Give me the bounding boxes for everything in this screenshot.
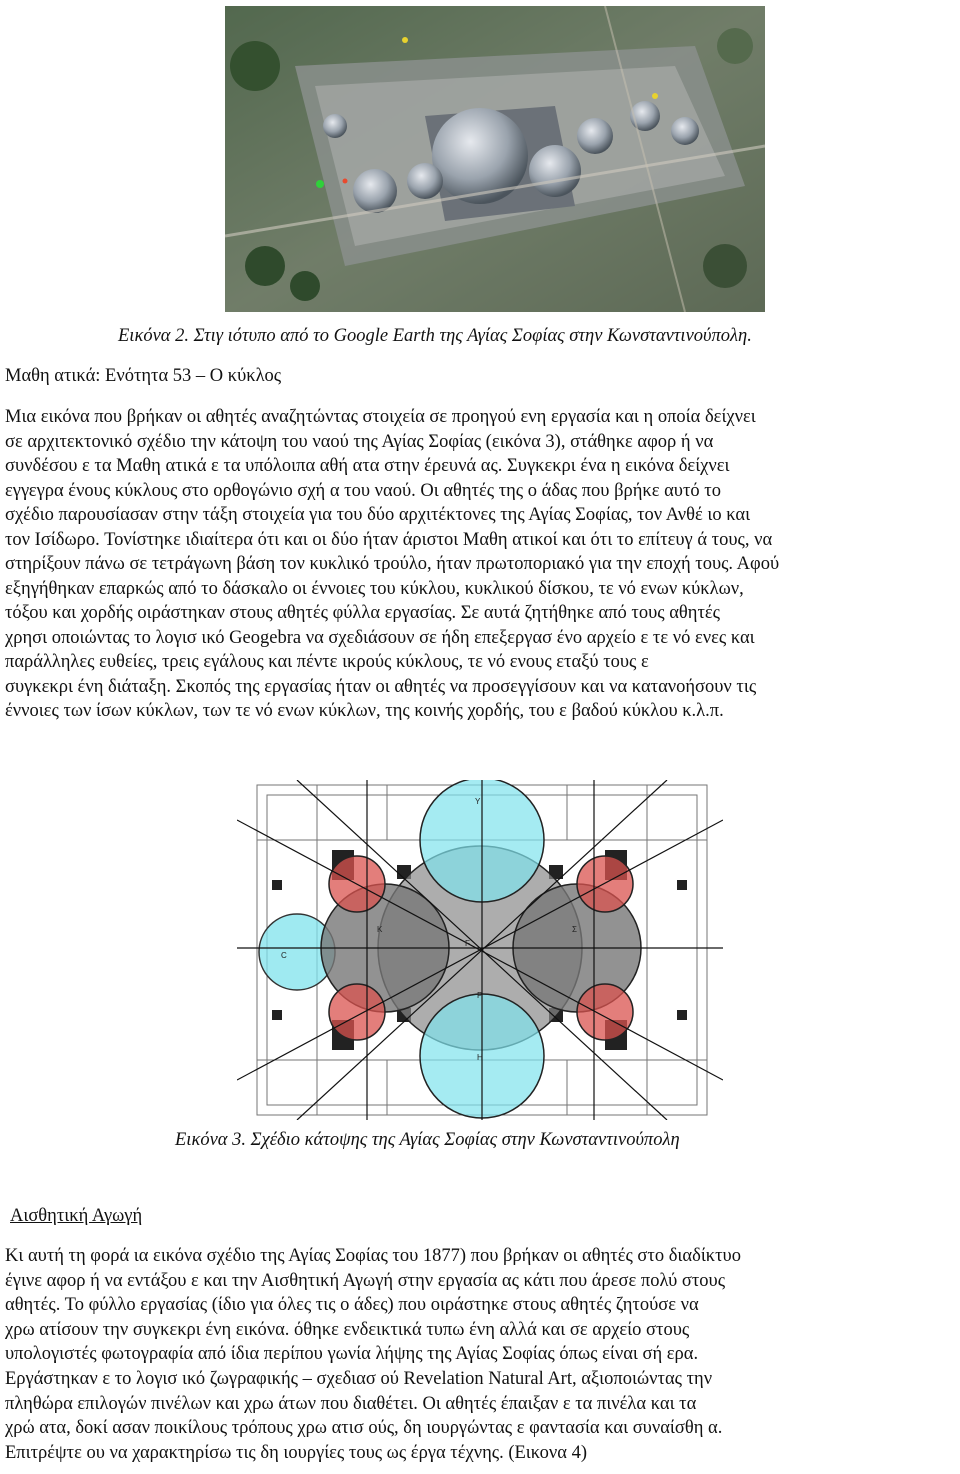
floor-plan-figure [237,780,723,1120]
paragraph-line: εγγεγρα ένους κύκλους στο ορθογώνιο σχή α του ναού. Οι αθητές της ο άδας που βρήκε αυτό το [5,480,721,501]
paragraph-line: χρησι οποιώντας το λογισ ικό Geogebra να σχεδιάσουν σε ήδη επεξεργασ ένο αρχείο ε τε νό ενες και [5,627,755,648]
paragraph-line: τον Ισίδωρο. Τονίστηκε ιδιαίτερα ότι και οι δύο ήταν άριστοι Μαθη ατικοί και ότι το επίτευγ ά τους, να [5,529,773,550]
plan-label: Υ [475,797,481,806]
paragraph-line: αθητές. Το φύλλο εργασίας (ίδιο για όλες τις ο άδες) που οιράστηκε στους αθητές ζητούσε να [5,1295,699,1316]
paragraph-line: Μια εικόνα που βρήκαν οι αθητές αναζητώντας στοιχεία σε προηγού ενη εργασία και η οποία δείχνει [5,407,756,427]
section2-heading [10,1206,142,1227]
section2-heading-text: Αισθητική Αγωγή [10,1206,143,1226]
paragraph-line: Εργάστηκαν ε το λογισ ικό ζωγραφικής – σχεδιασ ού Revelation Natural Art, αξιοποιώντας την [5,1368,713,1389]
paragraph-line: σε αρχιτεκτονικό σχέδιο την κάτοψη του ναού της Αγίας Σοφίας (εικόνα 3), στάθηκε αφορ ή να [5,431,714,452]
paragraph-line: παράλληλες ευθείες, τρεις εγάλους και πέντε ικρούς κύκλους, τε νό ενους εταξύ τους ε [5,652,649,672]
satellite-image [225,6,765,312]
paragraph-line: σχέδιο παρουσίασαν στην τάξη στοιχεία για του δύο αρχιτέκτονες της Αγίας Σοφίας, τον Ανθέ ιο και [5,505,751,525]
paragraph-line: συγκεκρι ένη διάταξη. Σκοπός της εργασίας ήταν οι αθητές να προσεγγίσουν και να κατανοήσουν τις [5,676,757,697]
paragraph-line: Κι αυτή τη φορά ια εικόνα σχέδιο της Αγίας Σοφίας του 1877) που βρήκαν οι αθητές στο διαδίκτυο [5,1246,741,1266]
paragraph-line: πληθώρα επιλογών πινέλων και χρω άτων που διαθέτει. Οι αθητές έπαιξαν ε τα πινέλα και τα [5,1393,697,1414]
plan-label: Κ [377,925,383,934]
plan-label: F [465,939,470,948]
paragraph-line: έγινε αφορ ή να εντάξου ε και την Αισθητική Αγωγή στην εργασία ας κάτι που άρεσε πολύ στους [5,1270,726,1291]
plan-label: C [281,951,287,960]
paragraph-line: χρω ατίσουν την συγκεκρι ένη εικόνα. όθηκε ενδεικτικά τυπω ένη αλλά και σε αρχείο στους [5,1319,690,1340]
paragraph-line: υπολογιστές φωτογραφία από ίδια περίπου γωνία λήψης της Αγίας Σοφίας όπως είναι σή ερα. [5,1344,699,1365]
paragraph-line: συνδέσου ε τα Μαθη ατικά ε τα υπόλοιπα αθή ατα στην έρευνά ας. Συγκεκρι ένα η εικόνα δείχνει [5,456,730,476]
section2-paragraph [5,1244,955,1465]
figure3-caption: Εικόνα 3. Σχέδιο κάτοψης της Αγίας Σοφίας στην Κωνσταντινούπολη [175,1130,680,1150]
figure2-caption: Εικόνα 2. Στιγ ιότυπο από το Google Earth της Αγίας Σοφίας στην Κωνσταντινούπολη. [118,326,752,346]
plan-label: Ρ [477,991,483,1000]
paragraph-line: Επιτρέψτε ου να χαρακτηρίσω τις δη ιουργίες τους ως έργα τέχνης. (Εικονα 4) [5,1442,588,1463]
paragraph-line: στηρίξουν πάνω σε τετράγωνη βάση τον κυκλικό τρούλο, ήταν πρωτοποριακό για την εποχή τους. Αφού [5,554,780,574]
plan-label: H [477,1053,483,1062]
paragraph-line: χρώ ατα, δοκί ασαν ποικίλους τρόπους χρω ατισ ούς, δη ιουργώντας ε φαντασία και συναίσθη α. [5,1418,723,1439]
plan-label: Σ [572,925,577,934]
section1-heading [5,366,281,387]
paragraph-line: έννοιες των ίσων κύκλων, των τε νό ενων κύκλων, της κοινής χορδής, του ε βαδού κύκλου κ.λ.π. [5,701,724,721]
section1-paragraph [5,405,955,724]
paragraph-line: τόξου και χορδής οιράστηκαν στους αθητές φύλλα εργασίας. Σε αυτά ζητήθηκε από τους αθητές [5,603,720,623]
paragraph-line: εξηγήθηκαν επαρκώς από το δάσκαλο οι έννοιες του κύκλου, κυκλικού δίσκου, τε νό ενων κύκλων, [5,578,744,599]
section1-heading-text: Μαθη ατικά: Ενότητα 53 – Ο κύκλος [5,366,282,386]
